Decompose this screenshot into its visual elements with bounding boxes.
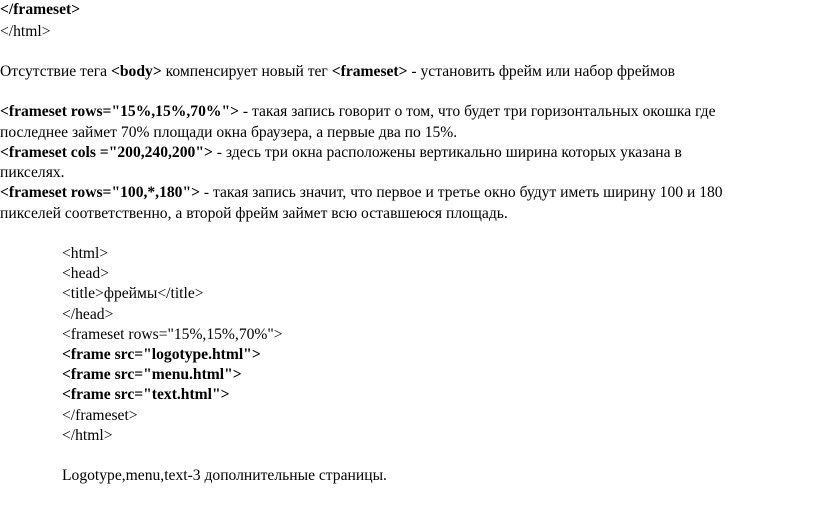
code-frameset-close: </frameset>	[62, 407, 138, 424]
code-frameset-open: <frameset rows="15%,15%,70%">	[62, 326, 283, 343]
code-frame-text: <frame src="text.html">	[62, 386, 230, 403]
code-html-open: <html>	[62, 245, 109, 262]
rows-example-line-2: последнее займет 70% площади окна браузера, а первые два по 15%.	[0, 124, 458, 141]
code-html-close: </html>	[62, 427, 113, 444]
cols-example-code: <frameset cols ="200,240,200">	[0, 144, 213, 161]
cols-example-line-2: пикселях.	[0, 164, 65, 181]
closing-html-tag: </html>	[0, 23, 51, 40]
code-frame-menu: <frame src="menu.html">	[62, 366, 242, 383]
body-tag-mention: <body>	[111, 63, 162, 80]
star-example-line-2: пикселей соответственно, а второй фрейм займет всю оставшеюся площадь.	[0, 205, 508, 222]
rows-example-code: <frameset rows="15%,15%,70%">	[0, 103, 239, 120]
footer-note: Logotype,menu,text-3 дополнительные страницы.	[62, 467, 387, 484]
closing-frameset-tag: </frameset>	[0, 1, 81, 18]
cols-example-line-1: <frameset cols ="200,240,200"> - здесь три окна расположены вертикально ширина которых указана в	[0, 144, 682, 161]
star-example-line-1: <frameset rows="100,*,180"> - такая запись значит, что первое и третье окно будут иметь ширину 100 и 180	[0, 184, 723, 201]
star-example-code: <frameset rows="100,*,180">	[0, 184, 201, 201]
code-head-open: <head>	[62, 265, 110, 282]
frameset-tag-mention: <frameset>	[331, 63, 408, 80]
code-title-line: <title>фреймы</title>	[62, 285, 204, 302]
intro-paragraph: Отсутствие тега <body> компенсирует новый тег <frameset> - установить фрейм или набор фреймов	[0, 63, 676, 80]
code-frame-logotype: <frame src="logotype.html">	[62, 346, 261, 363]
code-head-close: </head>	[62, 306, 114, 323]
rows-example-line-1: <frameset rows="15%,15%,70%"> - такая запись говорит о том, что будет три горизонтальных окошка где	[0, 103, 716, 120]
